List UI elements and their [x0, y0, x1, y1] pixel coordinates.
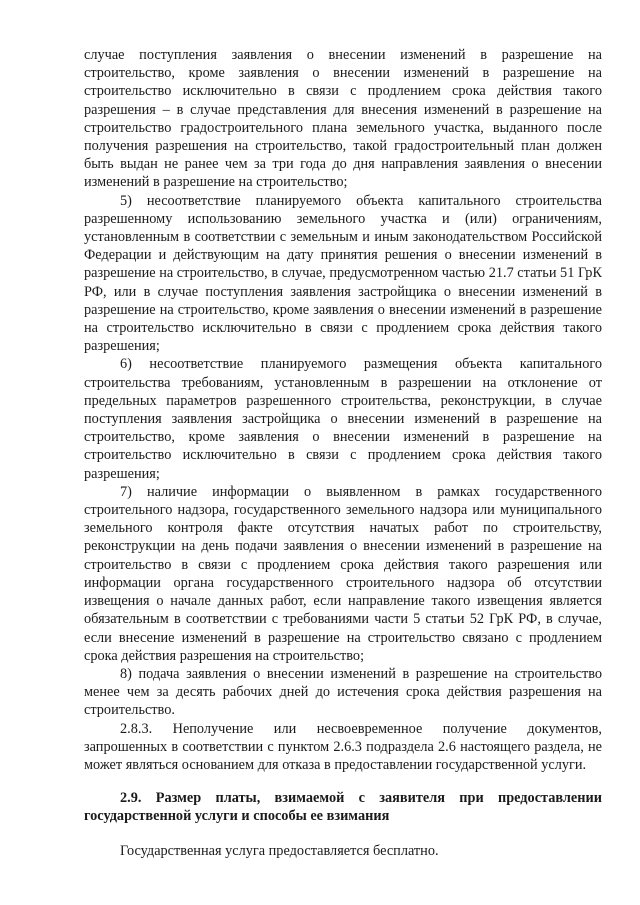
paragraph-item-5: 5) несоответствие планируемого объекта капитального строительства разрешенному использованию земельного участка и (или) ограничениям, установленным в соответствии с земельным и иным законодательством Российской Федерации и действующим на дату принятия решения о внесении изменений в разрешение на строительство, в случае, предусмотренном частью 21.7 статьи 51 ГрК РФ, или в случае поступления заявления застройщика о внесении изменений в разрешение на строительство, кроме заявления о внесении изменений в разрешение на строительство исключительно в связи с продлением срока действия такого разрешения; [84, 192, 602, 355]
document-page [84, 46, 602, 860]
paragraph-2-8-3: 2.8.3. Неполучение или несвоевременное получение документов, запрошенных в соответствии с пунктом 2.6.3 подраздела 2.6 настоящего раздела, не может являться основанием для отказа в предоставлении государственной услуги. [84, 720, 602, 773]
section-heading-2-9: 2.9. Размер платы, взимаемой с заявителя при предоставлении государственной услуги и способы ее взимания [84, 790, 602, 825]
paragraph-free-service: Государственная услуга предоставляется бесплатно. [120, 842, 439, 859]
paragraph-continuation: случае поступления заявления о внесении изменений в разрешение на строительство, кроме заявления о внесении изменений в разрешение на строительство исключительно в связи с продлением срока действия такого разрешения – в случае представления для внесения изменений в разрешение на строительство градостроительного плана земельного участка, выданного после получения разрешения на строительство, такой градостроительный план должен быть выдан не ранее чем за три года до дня направления заявления о внесении изменений в разрешение на строительство; [84, 47, 602, 191]
paragraph-item-7: 7) наличие информации о выявленном в рамках государственного строительного надзора, государственного земельного надзора или муниципального земельного контроля факте отсутствия начатых работ по строительству, реконструкции на день подачи заявления о внесении изменений в разрешение на строительство в связи с продлением срока действия такого разрешения или информации органа государственного строительного надзора об отсутствии извещения о начале данных работ, если направление такого извещения является обязательным в соответствии с требованиями части 5 статьи 52 ГрК РФ, в случае, если внесение изменений в разрешение на строительство связано с продлением срока действия разрешения на строительство; [84, 483, 602, 664]
paragraph-item-8: 8) подача заявления о внесении изменений в разрешение на строительство менее чем за десять рабочих дней до истечения срока действия разрешения на строительство. [84, 665, 602, 719]
paragraph-item-6: 6) несоответствие планируемого размещения объекта капитального строительства требованиям, установленным в разрешении на отклонение от предельных параметров разрешенного строительства, реконструкции, в случае поступления заявления застройщика о внесении изменений в разрешение на строительство, кроме заявления о внесении изменений в разрешение на строительство исключительно в связи с продлением срока действия такого разрешения; [84, 356, 602, 482]
